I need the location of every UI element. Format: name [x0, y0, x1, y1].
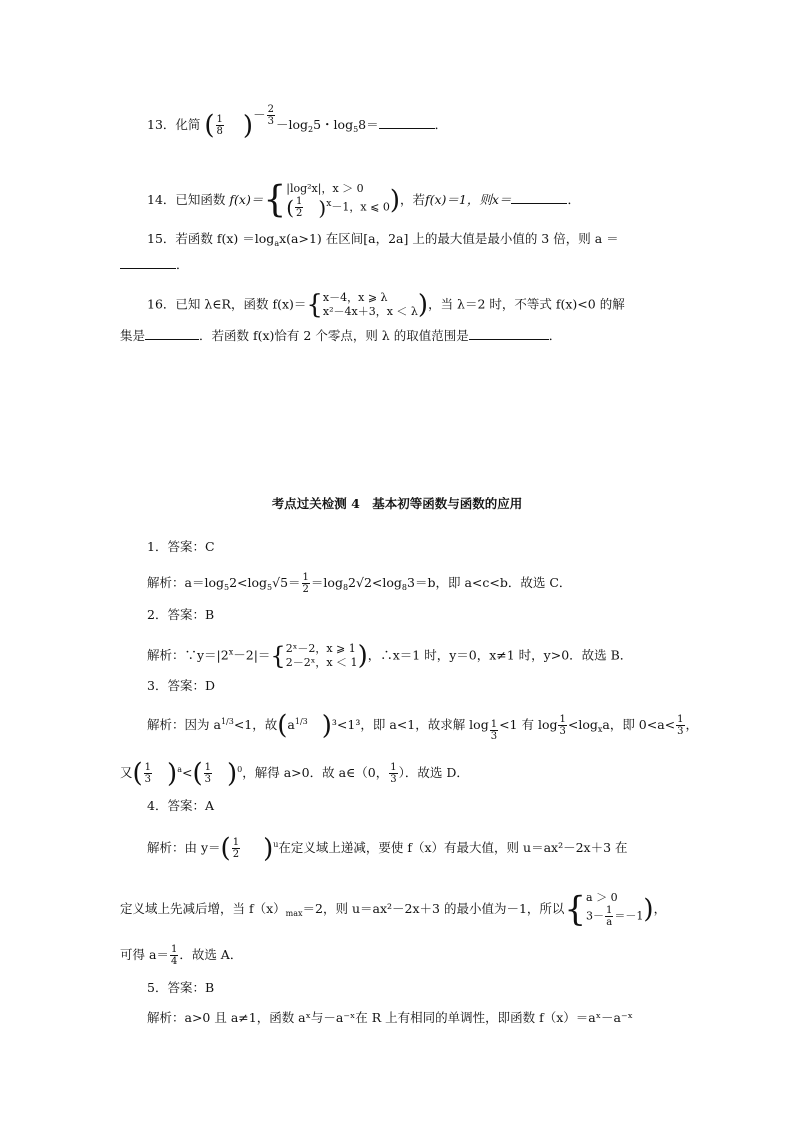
analysis-5-line1: 解析：a>0 且 a≠1，函数 aˣ与－a⁻ˣ在 R 上有相同的单调性，即函数 f（x）＝aˣ－a⁻ˣ	[147, 1010, 633, 1025]
section-title: 考点过关检测 4 基本初等函数与函数的应用	[271, 496, 523, 511]
analysis-2: 解析：$\because y=|2^x-2|=${ 2ˣ－2，x ⩾ 1 2－2ˣ，x ＜ 1 )，∴x＝1 时，y＝0，x≠1 时，y>0．故选 B．	[147, 641, 633, 671]
right-paren: )	[242, 110, 254, 141]
exponent: － $\frac{2}{3}$	[253, 104, 274, 127]
question-15-line1: 15．若函数 $f(x) =\log_ax(a>1)$ 在区间[a，2a] 上的最大值是最小值的 3 倍，则 a ＝	[147, 231, 619, 248]
question-13: 13．化简 ( $\frac{1}{8}$ )－ $\frac{2}{3}$ $-\log_25$・$\log_58=$ ．	[147, 104, 448, 141]
fraction: $\frac{1}{8}$	[216, 114, 223, 137]
analysis-3-line1: 解析：因为 $a^{1/3}<1$，故($a^{1/3}$ )³<1³，即 a<1，故求解 log $_{\frac{1}{3}}$ <1 有 log $\frac{1}{3}$ $<\log_xa$，即 0<a< $\frac{1}{3}$ ，	[147, 710, 699, 742]
right-paren: )	[389, 185, 400, 216]
answer-blank[interactable]	[511, 191, 567, 204]
question-14: 14．已知函数 f(x)＝{ |log²x|，x ＞ 0 ( $\frac{1}{2}$ )$^x$－1，x ⩽ 0 )，若f(x)＝1，则x＝ ．	[147, 179, 580, 221]
answer-blank[interactable]	[145, 327, 199, 340]
question-15-line2: ．	[120, 256, 189, 274]
question-16-line2: 集是 ．若函数 f(x)恰有 2 个零点，则 λ 的取值范围是 ．	[120, 328, 562, 343]
answer-5-label: 5．答案：B	[147, 980, 215, 995]
analysis-1: 解析：$a=\log_52<\log_5√5=$ $\frac{1}{2}$ $=\log_82√2<\log_83=b$，即 a<c<b．故选 C．	[147, 572, 572, 595]
analysis-4-line1: 解析：由 y＝( $\frac{1}{2}$ )$^u$在定义域上递减，要使 f（x）有最大值，则 u＝ax²－2x＋3 在	[147, 833, 628, 864]
answer-blank[interactable]	[120, 256, 176, 269]
analysis-3-line2: 又( $\frac{1}{3}$ )$^a$<( $\frac{1}{3}$ )$^0$，解得 a>0．故 a∈（0， $\frac{1}{3}$ ）．故选 D．	[120, 758, 469, 789]
answer-4-label: 4．答案：A	[147, 798, 214, 813]
piecewise-cases: x－4，x ⩾ λ x²－4x＋3，x ＜ λ	[322, 291, 418, 318]
question-16-line1: 16．已知 λ∈R，函数 f(x)＝{ x－4，x ⩾ λ x²－4x＋3，x ＜ λ )，当 λ＝2 时，不等式 f(x)<0 的解	[147, 290, 625, 320]
left-paren: (	[204, 110, 215, 141]
answer-3-label: 3．答案：D	[147, 678, 215, 693]
function-name: f(x)＝	[229, 192, 264, 207]
analysis-4-line3: 可得 a＝ $\frac{1}{4}$ ．故选 A．	[120, 944, 243, 967]
answer-blank[interactable]	[469, 327, 549, 340]
q14-label: 14．已知函数	[147, 192, 226, 207]
piecewise-cases: |log²x|，x ＞ 0 ( $\frac{1}{2}$ )$^x$－1，x ⩽ 0	[286, 182, 390, 220]
answer-blank[interactable]	[379, 116, 435, 129]
answer-1-label: 1．答案：C	[147, 539, 215, 554]
q13-label: 13．化简	[147, 117, 201, 132]
analysis-4-line2: 定义域上先减后增，当 $f(x)_{max}=2$，则 u＝ax²－2x＋3 的最小值为－1，所以{ a ＞ 0 3－ $\frac{1}{a}$ ＝－1 )，	[120, 889, 667, 930]
answer-2-label: 2．答案：B	[147, 607, 215, 622]
left-brace: {	[263, 179, 287, 221]
